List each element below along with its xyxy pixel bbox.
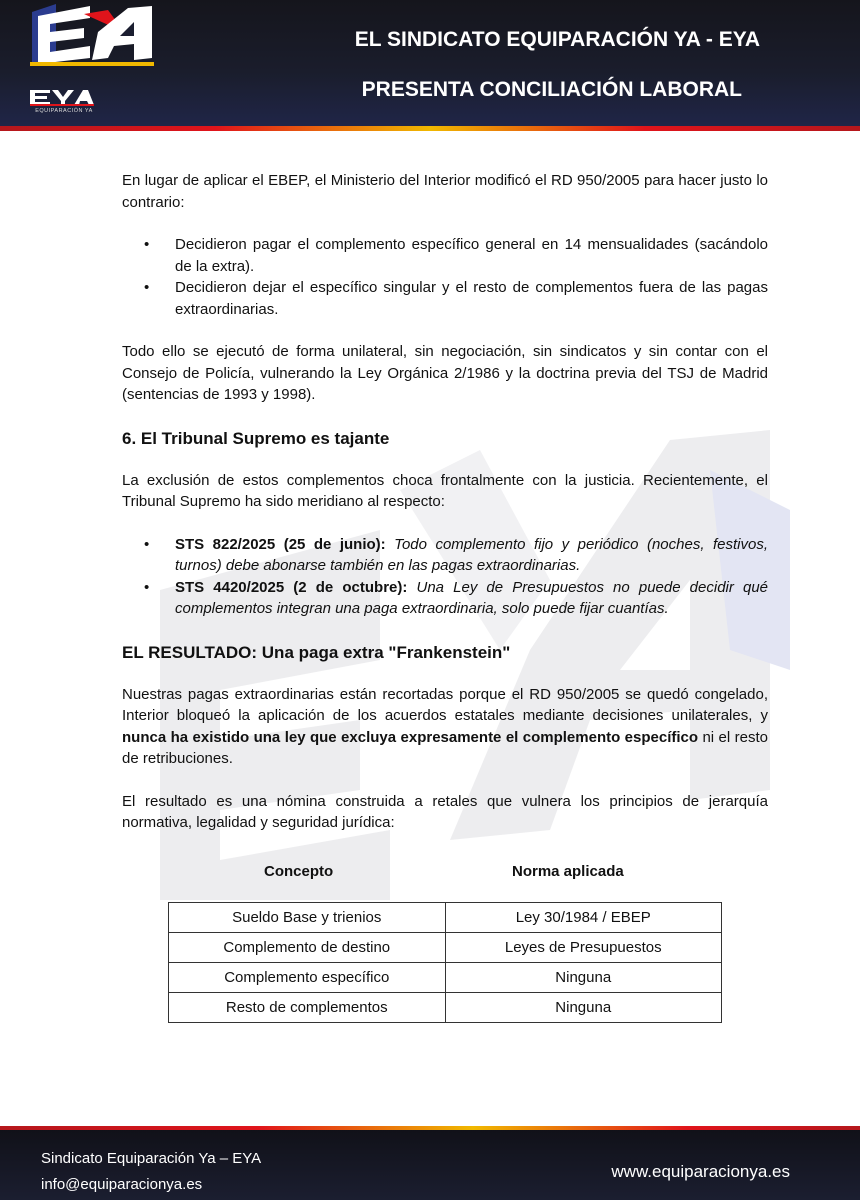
table-cell: Ninguna <box>445 963 722 993</box>
table-cell: Ley 30/1984 / EBEP <box>445 903 722 933</box>
column-header-concepto: Concepto <box>264 863 334 880</box>
table-cell: Complemento específico <box>169 963 446 993</box>
table-row <box>169 963 722 993</box>
unilateral-paragraph: Todo ello se ejecutó de forma unilateral, sin negociación, sin sindicatos y sin contar con el Consejo de Policía, vulnerando la Ley Orgánica 2/1986 y la doctrina previa del TSJ de Madrid (sentencias de 1993 y 1998). <box>122 343 768 403</box>
page-header <box>0 0 860 131</box>
header-color-stripe <box>0 126 860 131</box>
intro-paragraph: En lugar de aplicar el EBEP, el Ministerio del Interior modificó el RD 950/2005 para hacer justo lo contrario: <box>122 172 768 211</box>
ruling-item <box>122 577 768 620</box>
list-item: • Decidieron pagar el complemento específico general en 14 mensualidades (sacándolo de la extra). <box>144 236 768 275</box>
table-cell: Ninguna <box>445 993 722 1023</box>
section-heading-result: EL RESULTADO: Una paga extra "Frankenstein" <box>122 642 511 662</box>
table-cell: Complemento de destino <box>169 933 446 963</box>
table-cell: Resto de complementos <box>169 993 446 1023</box>
ruling-reference: STS 822/2025 (25 de junio): <box>175 535 386 553</box>
emphasis-text: nunca ha existido una ley que excluya expresamente el complemento específico <box>122 728 699 746</box>
header-subtitle: PRESENTA CONCILIACIÓN LABORAL <box>361 78 742 101</box>
bullet-icon: • <box>144 578 150 596</box>
bullet-icon: • <box>144 535 150 553</box>
eya-logo <box>28 2 156 68</box>
header-title: EL SINDICATO EQUIPARACIÓN YA - EYA <box>354 28 760 51</box>
remuneration-table <box>168 902 722 1023</box>
list-item: • Decidieron dejar el específico singular y el resto de complementos fuera de las pagas extraordinarias. <box>144 279 768 318</box>
table-row <box>169 993 722 1023</box>
footer-org-name: Sindicato Equiparación Ya – EYA <box>41 1150 262 1167</box>
table-row <box>169 903 722 933</box>
column-header-norma: Norma aplicada <box>512 863 624 880</box>
document-body <box>122 170 768 834</box>
supreme-court-paragraph: La exclusión de estos complementos choca frontalmente con la justicia. Recientemente, el Tribunal Supremo ha sido meridiano al respecto: <box>122 471 768 510</box>
table-row <box>169 933 722 963</box>
table-cell: Leyes de Presupuestos <box>445 933 722 963</box>
section-heading-supreme-court: 6. El Tribunal Supremo es tajante <box>122 428 390 448</box>
table-cell: Sueldo Base y trienios <box>169 903 446 933</box>
rulings-list <box>122 534 768 620</box>
ruling-text: Una Ley de Presupuestos no puede decidir qué complementos integran una paga extraordinaria, solo puede fijar cuantías. <box>175 578 769 617</box>
bullet-icon: • <box>144 236 150 253</box>
ruling-item <box>122 534 768 577</box>
eya-logo-small <box>28 88 96 106</box>
payroll-paragraph: El resultado es una nómina construida a retales que vulnera los principios de jerarquía normativa, legalidad y seguridad jurídica: <box>122 792 768 831</box>
result-paragraph: Nuestras pagas extraordinarias están recortadas porque el RD 950/2005 se quedó congelado, Interior bloqueó la aplicación de los acuerdos estatales mediante decisiones unilaterales, y nunca ha existido una ley que excluya expresamente el complemento específico ni el resto de retribuciones. <box>122 685 768 767</box>
ruling-reference: STS 4420/2025 (2 de octubre): <box>175 578 408 596</box>
ruling-text: Todo complemento fijo y periódico (noches, festivos, turnos) debe abonarse también en las pagas extraordinarias. <box>175 535 768 574</box>
page-footer <box>0 1126 860 1200</box>
footer-website-link[interactable]: www.equiparacionya.es <box>611 1162 790 1181</box>
measures-list <box>122 234 768 320</box>
bullet-icon: • <box>144 279 150 296</box>
logo-caption: EQUIPARACIÓN YA <box>35 108 93 114</box>
footer-color-stripe <box>0 1126 860 1130</box>
footer-email-link[interactable]: info@equiparacionya.es <box>41 1176 203 1193</box>
